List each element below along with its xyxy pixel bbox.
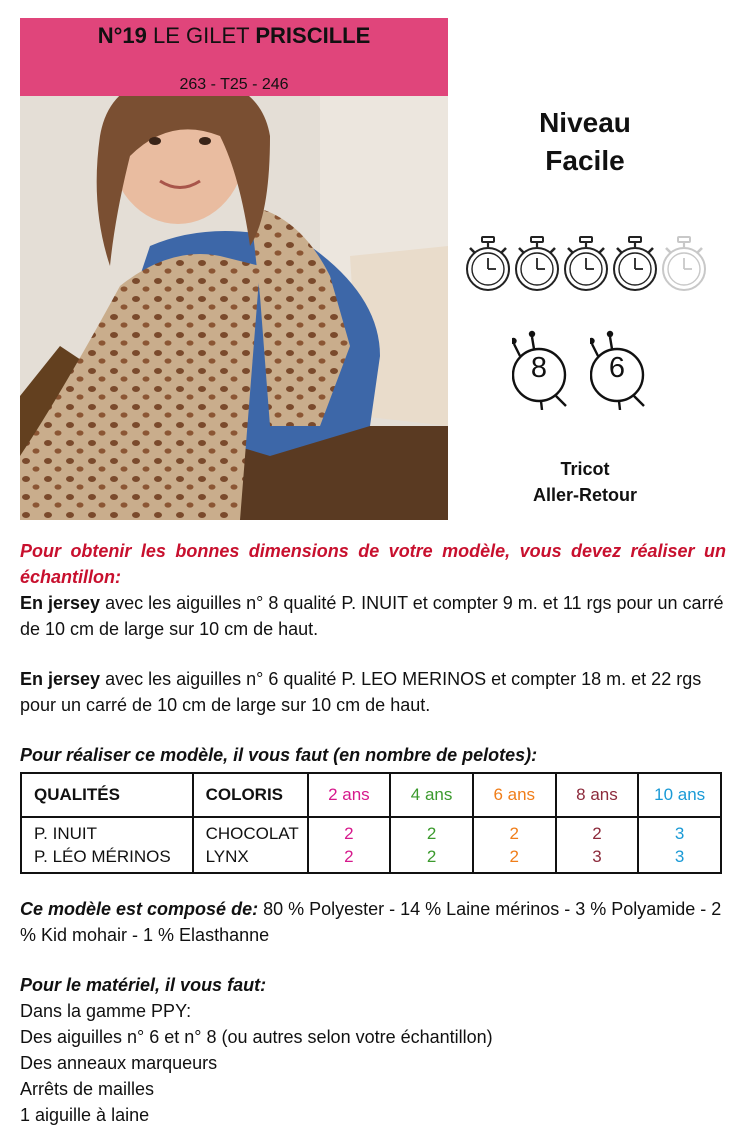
difficulty-timers [465, 236, 715, 292]
title-banner [20, 18, 448, 96]
difficulty-value: Facile [545, 145, 625, 176]
needle-icon [590, 330, 656, 410]
needle-size-first: 8 [530, 352, 548, 384]
colors-cell: CHOCOLAT LYNX [193, 817, 308, 873]
column-header-size: 2 ans [308, 773, 391, 817]
list-item: Dans la gamme PPY: [20, 1001, 192, 1021]
difficulty-level [470, 104, 700, 180]
yarn-table [20, 772, 722, 874]
pattern-title: N°19 LE GILET PRISCILLE [97, 23, 371, 48]
list-item: 1 aiguille à laine [20, 1105, 150, 1125]
gauge-paragraph-2: En jersey avec les aiguilles n° 6 qualité P. LEO MERINOS et compter 18 m. et 22 rgs pour un carré de 10 cm de large sur 10 cm de haut. [20, 669, 702, 715]
technique-line2: Aller-Retour [532, 485, 637, 505]
count-cell: 2 2 [308, 817, 391, 873]
count-cell: 2 2 [390, 817, 473, 873]
needle-sizes [512, 330, 662, 410]
count-cell: 2 2 [473, 817, 556, 873]
technique-line1: Tricot [560, 459, 610, 479]
technique [470, 456, 700, 508]
stopwatch-icon [661, 236, 707, 292]
stopwatch-icon [514, 236, 560, 292]
yarn-heading: Pour réaliser ce modèle, il vous faut (en nombre de pelotes): [20, 745, 538, 765]
table-header-row [21, 773, 721, 817]
list-item: Des anneaux marqueurs [20, 1053, 218, 1073]
column-header-size: 6 ans [473, 773, 556, 817]
materials-heading: Pour le matériel, il vous faut: [20, 975, 267, 995]
column-header-qualites: QUALITÉS [21, 773, 193, 817]
composition: Ce modèle est composé de: 80 % Polyester - 14 % Laine mérinos - 3 % Polyamide - 2 % Kid mohair - 1 % Elasthanne [20, 899, 722, 945]
table-row [21, 817, 721, 873]
needle-size-second: 6 [608, 352, 626, 384]
stopwatch-icon [465, 236, 511, 292]
column-header-size: 8 ans [556, 773, 639, 817]
column-header-size: 10 ans [638, 773, 721, 817]
qualities-cell: P. INUIT P. LÉO MÉRINOS [21, 817, 193, 873]
column-header-coloris: COLORIS [193, 773, 308, 817]
reference-codes: 263 - T25 - 246 [179, 76, 289, 93]
list-item: Arrêts de mailles [20, 1079, 155, 1099]
needle-icon [512, 330, 578, 410]
gauge-paragraph-1: En jersey avec les aiguilles n° 8 qualité P. INUIT et compter 9 m. et 11 rgs pour un carré de 10 cm de large sur 10 cm de haut. [20, 593, 724, 639]
materials [20, 972, 726, 1128]
difficulty-label: Niveau [539, 107, 631, 138]
list-item: Des aiguilles n° 6 et n° 8 (ou autres selon votre échantillon) [20, 1027, 493, 1047]
gauge-intro: Pour obtenir les bonnes dimensions de votre modèle, vous devez réaliser un échantillon: [20, 541, 726, 587]
count-cell: 3 3 [638, 817, 721, 873]
count-cell: 2 3 [556, 817, 639, 873]
stopwatch-icon [612, 236, 658, 292]
stopwatch-icon [563, 236, 609, 292]
product-photo [20, 96, 448, 520]
column-header-size: 4 ans [390, 773, 473, 817]
